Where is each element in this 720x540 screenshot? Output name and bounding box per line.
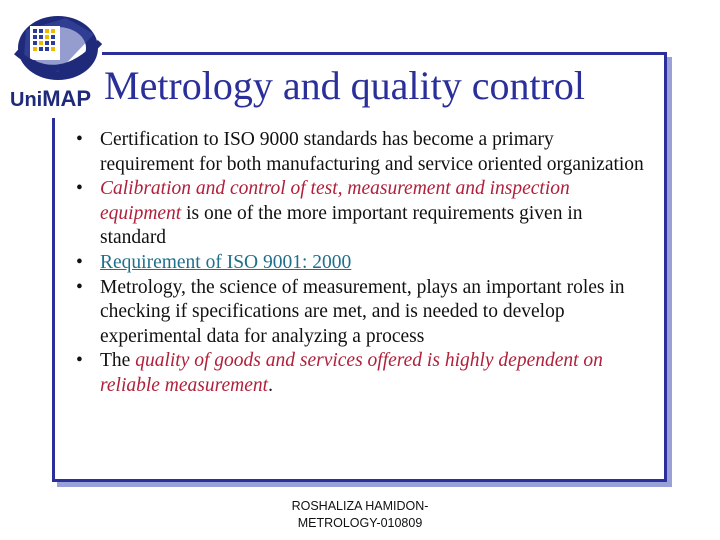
footer-line-2: METROLOGY-010809: [297, 516, 423, 530]
footer: [260, 498, 460, 532]
bullet-item: [72, 276, 652, 350]
footer-line-1: ROSHALIZA HAMIDON-: [291, 499, 429, 513]
bullet-glyph: •: [76, 350, 83, 372]
bullet-list: [72, 128, 652, 399]
bullet-item: [72, 349, 652, 398]
bullet-glyph: •: [76, 129, 83, 150]
page-title: Metrology and quality control: [104, 63, 586, 108]
bullet-glyph: •: [76, 276, 83, 298]
bullet-text: Certification to ISO 9000 standards has become a primary requirement for both manufacturing and service oriented organization: [100, 129, 644, 175]
bullet-trail: .: [268, 374, 273, 396]
bullet-emphasis: quality of goods and services offered is highly dependent on reliable measurement: [100, 350, 603, 396]
bullet-item: [72, 128, 652, 177]
logo-text-map: MAP: [42, 86, 92, 111]
logo-text-uni: Uni: [10, 89, 43, 111]
bullet-text: is one of the more important requirements given in standard: [100, 202, 583, 249]
iso-9001-link[interactable]: Requirement of ISO 9001: 2000: [100, 251, 352, 273]
bullet-item: [72, 177, 652, 251]
bullet-glyph: •: [76, 178, 83, 200]
bullet-text: Metrology, the science of measurement, plays an important roles in checking if specifications are met, and is needed to develop experimental data for analyzing a process: [100, 276, 625, 347]
bullet-lead: The: [100, 350, 136, 372]
bullet-glyph: •: [76, 251, 83, 273]
bullet-item: [72, 251, 652, 276]
bullet-emphasis: Calibration and control of test, measurement and inspection equipment: [100, 178, 570, 224]
unimap-logo: [6, 8, 102, 118]
